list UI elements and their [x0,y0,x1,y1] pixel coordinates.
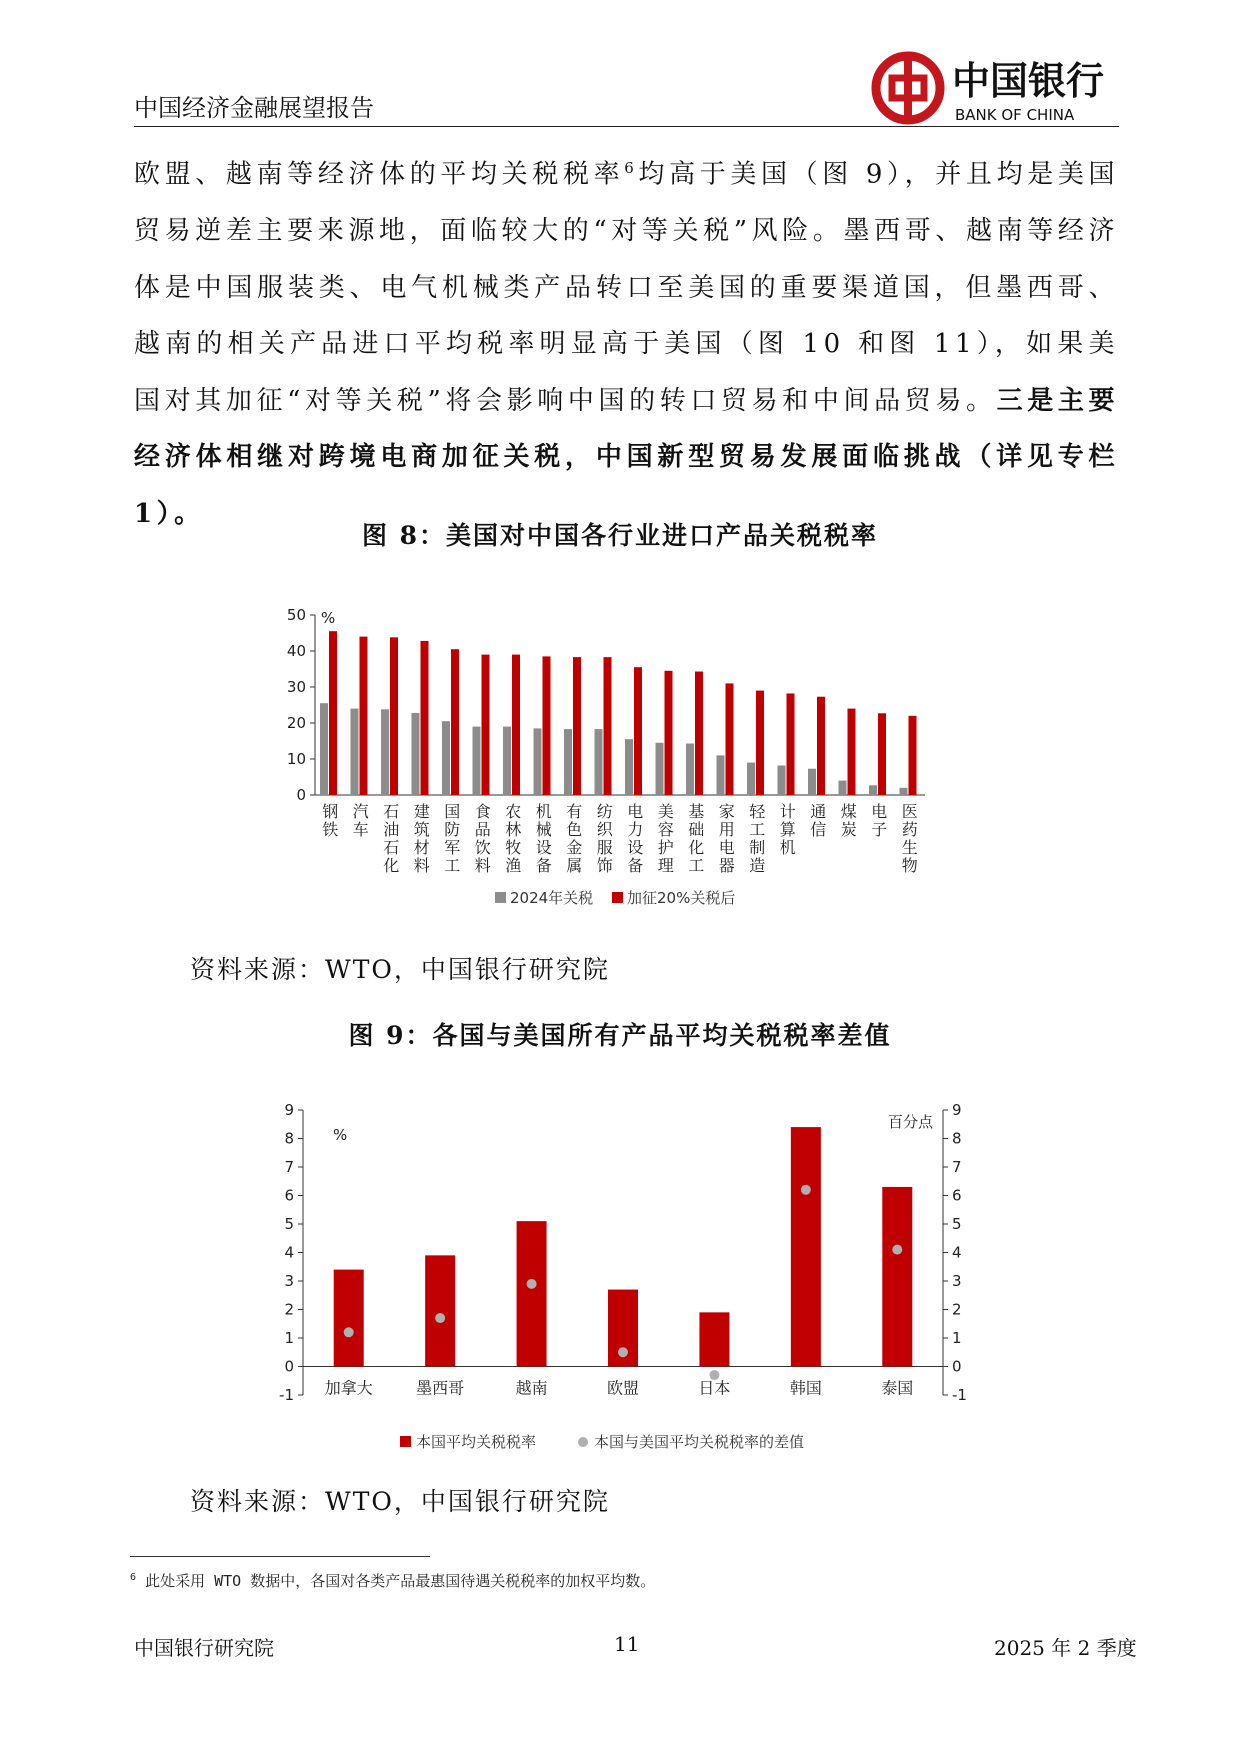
bar-2024 [534,728,542,795]
bar-plus20 [695,672,703,795]
bar-2024 [564,729,572,795]
bar-avg-tariff [791,1127,821,1366]
bar-2024 [778,765,786,795]
bar-2024 [839,781,847,795]
right-tick-label: 2 [952,1300,962,1319]
bar-plus20 [817,697,825,795]
y-tick-label: 20 [286,714,306,732]
bar-plus20 [329,631,337,795]
legend-swatch-plus20 [612,892,623,903]
bar-plus20 [878,713,886,795]
bar-2024 [320,703,328,795]
bar-2024 [808,769,816,795]
y-tick-label: 50 [286,606,306,624]
bar-2024 [747,763,755,795]
figure-9-title: 图 9：各国与美国所有产品平均关税税率差值 [348,1021,892,1050]
bar-2024 [717,755,725,795]
legend-swatch-2024 [495,892,506,903]
bar-2024 [442,721,450,795]
left-tick-label: 3 [284,1272,294,1290]
bar-plus20 [421,641,429,795]
right-tick-label: -1 [952,1386,967,1404]
category-label: 机械设备 [535,802,552,875]
right-tick-label: 6 [952,1186,962,1205]
left-tick-label: -1 [279,1386,294,1404]
category-label: 美容护理 [657,802,674,875]
category-label: 有色金属 [566,802,583,875]
left-unit-label: % [333,1126,348,1144]
category-label: 计算机 [779,802,796,857]
left-tick-label: 6 [284,1186,294,1205]
left-tick-label: 7 [284,1158,294,1176]
right-tick-label: 5 [952,1215,962,1233]
body-paragraph: 欧盟、越南等经济体的平均关税税率$^6$均高于美国（图 9），并且均是美国贸易逆差主要来源地，面临较大的“对等关税”风险。墨西哥、越南等经济体是中国服装类、电气机械类产品转口至美国的重要渠道国，但墨西哥、越南的相关产品进口平均税率明显高于美国（图 10 和图 11），如果美国对其加征“对等关税”将会影响中国的转口贸易和中间品贸易。三是主要经济体相继对跨境电商加征关税，中国新型贸易发展面临挑战（详见专栏 1）。 [134,159,1119,529]
category-label: 泰国 [881,1378,914,1398]
bar-avg-tariff [699,1312,729,1366]
category-label: 基础化工 [688,802,705,875]
category-label: 越南 [515,1378,548,1398]
figure-8-title: 图 8：美国对中国各行业进口产品关税税率 [361,521,879,550]
figure-8-source: 资料来源：WTO，中国银行研究院 [190,955,610,984]
y-tick-label: 10 [286,750,306,768]
bar-2024 [686,744,694,795]
bar-avg-tariff [425,1255,455,1366]
bar-plus20 [909,716,917,795]
category-label: 钢铁 [322,802,339,839]
bold-sentence: 三是主要经济体相继对跨境电商加征关税，中国新型贸易发展面临挑战（详见专栏 1）。 [134,385,1119,529]
category-label: 食品饮料 [474,802,491,875]
legend-label-plus20: 加征20%关税后 [627,889,736,907]
category-label: 轻工制造 [749,802,766,875]
logo-en-text: BANK OF CHINA [955,106,1075,124]
dot-diff-vs-us [801,1185,811,1195]
dot-diff-vs-us [435,1313,445,1323]
legend-swatch-bar [400,1436,411,1447]
bar-2024 [381,709,389,795]
bar-plus20 [573,657,581,795]
right-unit-label: 百分点 [887,1113,933,1131]
right-tick-label: 8 [952,1129,962,1148]
category-label: 日本 [698,1378,731,1398]
unit-label: % [321,609,336,627]
category-label: 家用电器 [718,802,735,875]
page-number: 11 [614,1632,640,1656]
right-tick-label: 0 [952,1357,962,1376]
bar-plus20 [756,691,764,795]
category-label: 汽车 [352,802,369,839]
bar-plus20 [726,683,734,795]
bar-2024 [351,709,359,795]
logo-cn-text: 中国银行 [952,58,1105,103]
category-label: 欧盟 [606,1378,640,1398]
category-label: 墨西哥 [416,1378,465,1398]
category-label: 纺织服饰 [596,802,613,875]
category-label: 农林牧渔 [505,802,522,875]
category-label: 韩国 [789,1378,822,1398]
bar-plus20 [787,693,795,795]
bar-2024 [869,785,877,795]
footnote-rule [130,1556,430,1557]
bar-2024 [900,788,908,795]
dot-diff-vs-us [527,1279,537,1289]
dot-diff-vs-us [892,1245,902,1255]
category-label: 通信 [810,802,827,839]
bar-avg-tariff [334,1270,364,1367]
category-label: 加拿大 [324,1378,373,1398]
bar-2024 [412,713,420,795]
left-tick-label: 2 [284,1300,294,1319]
figure-9-source: 资料来源：WTO，中国银行研究院 [190,1487,610,1516]
right-tick-label: 7 [952,1158,962,1176]
category-label: 医药生物 [901,802,918,875]
bar-plus20 [451,649,459,795]
bar-plus20 [482,655,490,795]
legend-label-bar: 本国平均关税税率 [416,1433,537,1451]
bar-2024 [625,739,633,795]
bar-plus20 [360,637,368,795]
y-tick-label: 30 [286,678,306,696]
left-tick-label: 0 [284,1357,294,1376]
report-title: 中国经济金融展望报告 [134,94,374,122]
category-label: 煤炭 [840,802,857,839]
legend-label-2024: 2024年关税 [510,889,594,907]
left-tick-label: 1 [284,1329,294,1347]
footer-org: 中国银行研究院 [134,1636,274,1660]
bar-avg-tariff [882,1187,912,1367]
footnote: $^6$ 此处采用 WTO 数据中，各国对各类产品最惠国待遇关税税率的加权平均数。 [130,1572,656,1590]
figure-9-chart [270,1095,990,1455]
legend-swatch-dot [578,1437,588,1447]
header-rule [134,126,1119,127]
category-label: 电力设备 [627,802,644,875]
bank-of-china-logo [870,50,1120,126]
bar-plus20 [543,656,551,795]
bar-avg-tariff [517,1221,547,1366]
bar-2024 [595,729,603,795]
category-label: 石油石化 [383,802,400,875]
bar-plus20 [390,637,398,795]
legend-label-dot: 本国与美国平均关税税率的差值 [594,1433,805,1451]
right-tick-label: 3 [952,1272,962,1290]
left-tick-label: 8 [284,1129,294,1148]
right-tick-label: 1 [952,1329,962,1347]
bar-2024 [656,743,664,795]
right-tick-label: 9 [952,1101,962,1119]
left-tick-label: 4 [284,1243,294,1262]
dot-diff-vs-us [344,1327,354,1337]
category-label: 国防军工 [444,802,461,875]
footer-quarter: 2025 年 2 季度 [994,1636,1137,1660]
bar-2024 [473,727,481,795]
bar-plus20 [512,655,520,795]
dot-diff-vs-us [618,1347,628,1357]
y-tick-label: 40 [286,642,306,660]
bar-plus20 [848,709,856,795]
right-tick-label: 4 [952,1243,962,1262]
figure-8-chart [270,595,950,925]
y-tick-label: 0 [296,786,306,804]
bar-plus20 [665,671,673,795]
category-label: 电子 [871,802,888,839]
bar-plus20 [604,657,612,795]
category-label: 建筑材料 [413,802,430,875]
left-tick-label: 9 [284,1101,294,1119]
bar-plus20 [634,667,642,795]
bar-2024 [503,727,511,795]
left-tick-label: 5 [284,1215,294,1233]
